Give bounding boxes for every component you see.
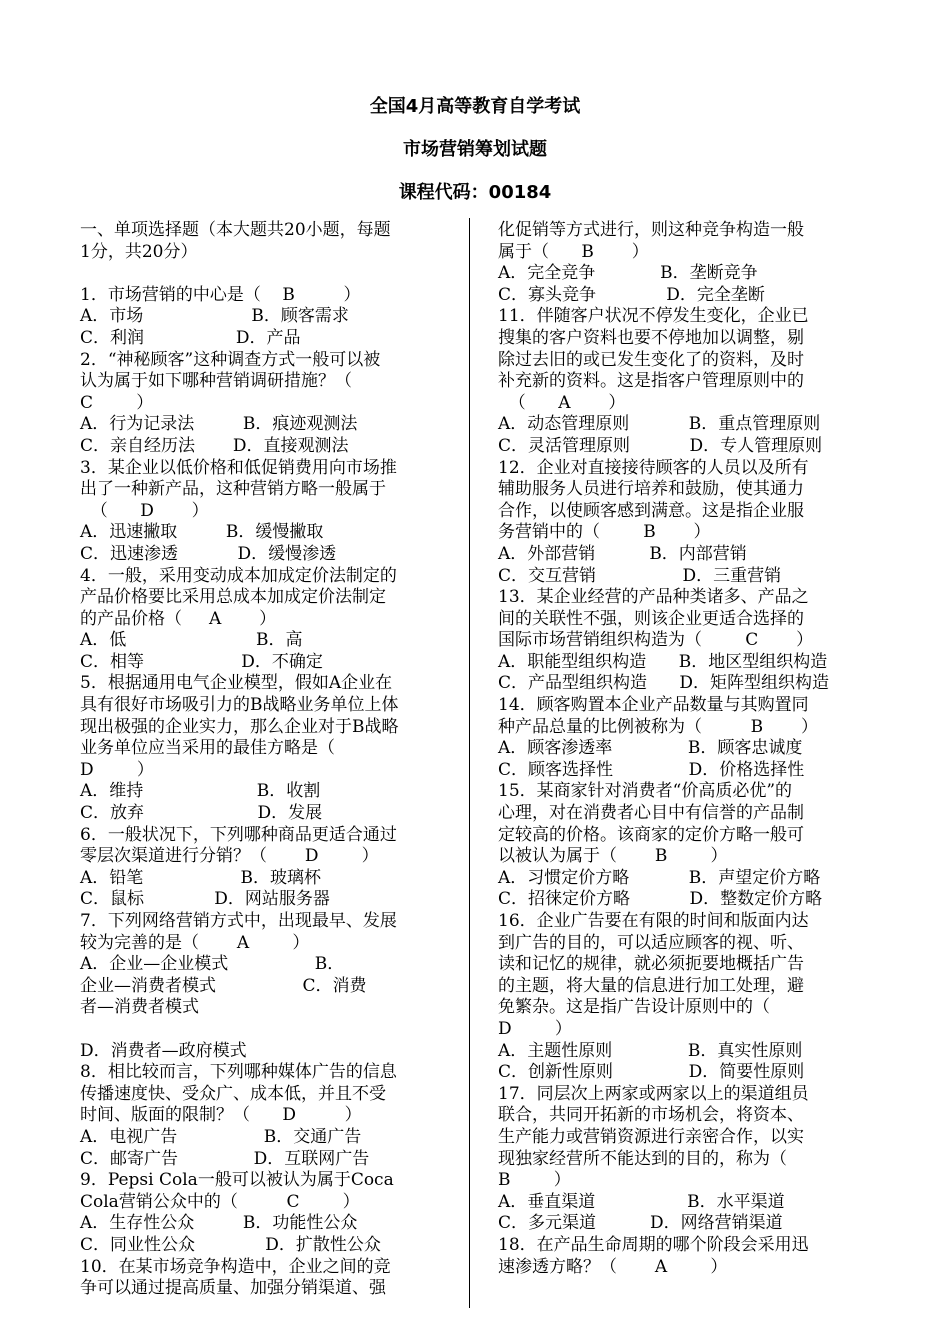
text-line: C．相等 D．不确定 — [80, 651, 323, 672]
text-line: 企业—消费者模式 C．消费 — [80, 975, 367, 996]
right-column — [498, 220, 858, 1278]
text-line: 业务单位应当采用的最佳方略是（ — [80, 738, 335, 759]
text-line: D ） — [498, 1018, 572, 1039]
text-line: 1．市场营销的中心是（ B ） — [80, 284, 361, 305]
text-line: A．主题性原则 B．真实性原则 — [498, 1040, 803, 1061]
text-line: 17．同层次上两家或两家以上的渠道组员 — [498, 1083, 809, 1104]
text-line: 以被认为属于（ B ） — [498, 846, 728, 867]
text-line: 争可以通过提高质量、加强分销渠道、强 — [80, 1278, 386, 1299]
text-line: A．生存性公众 B．功能性公众 — [80, 1213, 358, 1234]
text-line: 12．企业对直接接待顾客的人员以及所有 — [498, 457, 809, 478]
text-line: 合作，以使顾客感到满意。这是指企业服 — [498, 500, 804, 521]
text-line: C．寡头竞争 D．完全垄断 — [498, 284, 765, 305]
text-line: A．行为记录法 B．痕迹观测法 — [80, 414, 358, 435]
text-line: A．低 B．高 — [80, 630, 303, 651]
text-line: 较为完善的是（ A ） — [80, 932, 310, 953]
text-line: A．维持 B．收割 — [80, 781, 321, 802]
text-line — [80, 1019, 452, 1041]
text-line: A．市场 B．顾客需求 — [80, 306, 349, 327]
text-line: B ） — [498, 1170, 571, 1191]
text-line: 补充新的资料。这是指客户管理原则中的 — [498, 371, 804, 392]
text-line: 搜集的客户资料也要不停地加以调整，剔 — [498, 327, 804, 348]
text-line: 出了一种新产品，这种营销方略一般属于 — [80, 479, 386, 500]
text-line: D．消费者—政府模式 — [80, 1040, 247, 1061]
text-line: C．迅速渗透 D．缓慢渗透 — [80, 543, 337, 564]
text-line: A．铅笔 B．玻璃杯 — [80, 867, 322, 888]
text-line: A．电视广告 B．交通广告 — [80, 1126, 362, 1147]
text-line: 4．一般，采用变动成本加成定价法制定的 — [80, 565, 397, 586]
text-line: 具有很好市场吸引力的B战略业务单位上体 — [80, 695, 399, 716]
text-line: C．多元渠道 D．网络营销渠道 — [498, 1213, 783, 1234]
text-line: A．动态管理原则 B．重点管理原则 — [498, 414, 821, 435]
text-line: 联合，共同开拓新的市场机会，将资本、 — [498, 1105, 804, 1126]
text-line: A．完全竞争 B．垄断竞争 — [498, 263, 758, 284]
text-line: 国际市场营销组织构造为（ C ） — [498, 630, 814, 651]
text-line: 务营销中的（ B ） — [498, 522, 711, 543]
text-line: 16．企业广告要在有限的时间和版面内达 — [498, 911, 809, 931]
text-line: 10．在某市场竞争构造中，企业之间的竞 — [80, 1256, 391, 1277]
text-line: C．交互营销 D．三重营销 — [498, 565, 782, 586]
column-divider — [469, 218, 470, 1308]
text-line: 读和记忆的规律，就必须扼要地概括广告 — [498, 954, 804, 975]
text-line: A．顾客渗透率 B．顾客忠诚度 — [498, 738, 803, 759]
text-line: 零层次渠道进行分销？（ D ） — [80, 846, 379, 867]
exam-title: 全国4月高等教育自学考试 — [369, 96, 581, 117]
text-line: 生产能力或营销资源进行亲密合作，以实 — [498, 1126, 804, 1147]
text-line: （ D ） — [80, 500, 209, 521]
text-line: 13．某企业经营的产品种类诸多、产品之 — [498, 587, 809, 608]
text-line: 的主题，将大量的信息进行加工处理，避 — [498, 975, 804, 996]
text-line: 速渗透方略？（ A ） — [498, 1256, 728, 1277]
text-line: A．职能型组织构造 B．地区型组织构造 — [498, 651, 828, 672]
text-line: 心理，对在消费者心目中有信誉的产品制 — [498, 803, 804, 824]
text-line: A．垂直渠道 B．水平渠道 — [498, 1191, 785, 1212]
text-line: C．同业性公众 D．扩散性公众 — [80, 1234, 381, 1255]
text-line: 除过去旧的或已发生变化了的资料，及时 — [498, 349, 804, 370]
text-line: C．利润 D．产品 — [80, 327, 301, 348]
text-line: 1分，共20分） — [80, 241, 198, 262]
text-line: A．迅速撇取 B．缓慢撇取 — [80, 522, 324, 543]
text-line: 传播速度快、受众广、成本低，并且不受 — [80, 1083, 386, 1104]
text-line: 种产品总量的比例被称为（ B ） — [498, 716, 818, 737]
text-line: 时间、版面的限制？（ D ） — [80, 1105, 362, 1126]
text-line: A．习惯定价方略 B．声望定价方略 — [498, 867, 821, 888]
exam-subtitle: 市场营销筹划试题 — [403, 139, 547, 160]
text-line: 5．根据通用电气企业模型，假如A企业在 — [80, 673, 393, 694]
text-line: 现出极强的企业实力，那么企业对于B战略 — [80, 716, 399, 737]
text-line: A．企业—企业模式 B． — [80, 954, 345, 975]
text-line: 产品价格要比采用总成本加成定价法制定 — [80, 587, 386, 608]
text-line: 化促销等方式进行，则这种竞争构造一般 — [498, 220, 804, 240]
course-code: 课程代码：00184 — [398, 182, 552, 203]
text-line: C ） — [80, 392, 154, 413]
text-line: 定较高的价格。该商家的定价方略一般可 — [498, 824, 804, 845]
text-line: 9．Pepsi Cola一般可以被认为属于Coca — [80, 1170, 394, 1191]
text-line: A．外部营销 B．内部营销 — [498, 543, 747, 564]
text-line: 现独家经营所不能达到的目的，称为（ — [498, 1148, 787, 1169]
left-column — [80, 220, 452, 1300]
text-line: 11．伴随客户状况不停发生变化，企业已 — [498, 306, 809, 327]
text-line: C．招徕定价方略 D．整数定价方略 — [498, 889, 823, 910]
text-line: 辅助服务人员进行培养和鼓励，使其通力 — [498, 479, 804, 500]
text-line: 3．某企业以低价格和低促销费用向市场推 — [80, 457, 397, 478]
text-line: C．邮寄广告 D．互联网广告 — [80, 1148, 370, 1169]
text-line: 认为属于如下哪种营销调研措施？（ — [80, 371, 352, 392]
text-line: C．产品型组织构造 D．矩阵型组织构造 — [498, 673, 830, 694]
text-line: 7．下列网络营销方式中，出现最早、发展 — [80, 911, 397, 931]
text-line: C．放弃 D．发展 — [80, 803, 323, 824]
text-line: 免繁杂。这是指广告设计原则中的（ — [498, 997, 770, 1018]
text-line: C．亲自经历法 D．直接观测法 — [80, 435, 349, 456]
text-line: 15．某商家针对消费者“价高质必优”的 — [498, 781, 793, 802]
text-line: 6．一般状况下，下列哪种商品更适合通过 — [80, 824, 397, 845]
text-line: 18．在产品生命周期的哪个阶段会采用迅 — [498, 1234, 809, 1255]
text-line: 者—消费者模式 — [80, 997, 199, 1018]
text-line: Cola营销公众中的（ C ） — [80, 1191, 360, 1212]
text-line: C．灵活管理原则 D．专人管理原则 — [498, 435, 823, 456]
text-line: C．创新性原则 D．简要性原则 — [498, 1062, 805, 1083]
text-line: D ） — [80, 759, 154, 780]
title-block — [0, 96, 950, 204]
text-line: 一、单项选择题（本大题共20小题，每题 — [80, 220, 391, 240]
text-line — [80, 263, 452, 285]
text-line: （ A ） — [498, 392, 626, 413]
text-line: 14．顾客购置本企业产品数量与其购置同 — [498, 695, 809, 716]
text-line: 属于（ B ） — [498, 241, 649, 262]
text-line: 8．相比较而言，下列哪种媒体广告的信息 — [80, 1062, 397, 1083]
text-line: C．顾客选择性 D．价格选择性 — [498, 759, 805, 780]
text-line: 间的关联性不强，则该企业更适合选择的 — [498, 608, 804, 629]
text-line: 的产品价格（ A ） — [80, 608, 277, 629]
text-line: 到广告的目的，可以适应顾客的视、听、 — [498, 932, 804, 953]
text-line: C．鼠标 D．网站服务器 — [80, 889, 330, 910]
text-line: 2．“神秘顾客”这种调查方式一般可以被 — [80, 349, 381, 370]
